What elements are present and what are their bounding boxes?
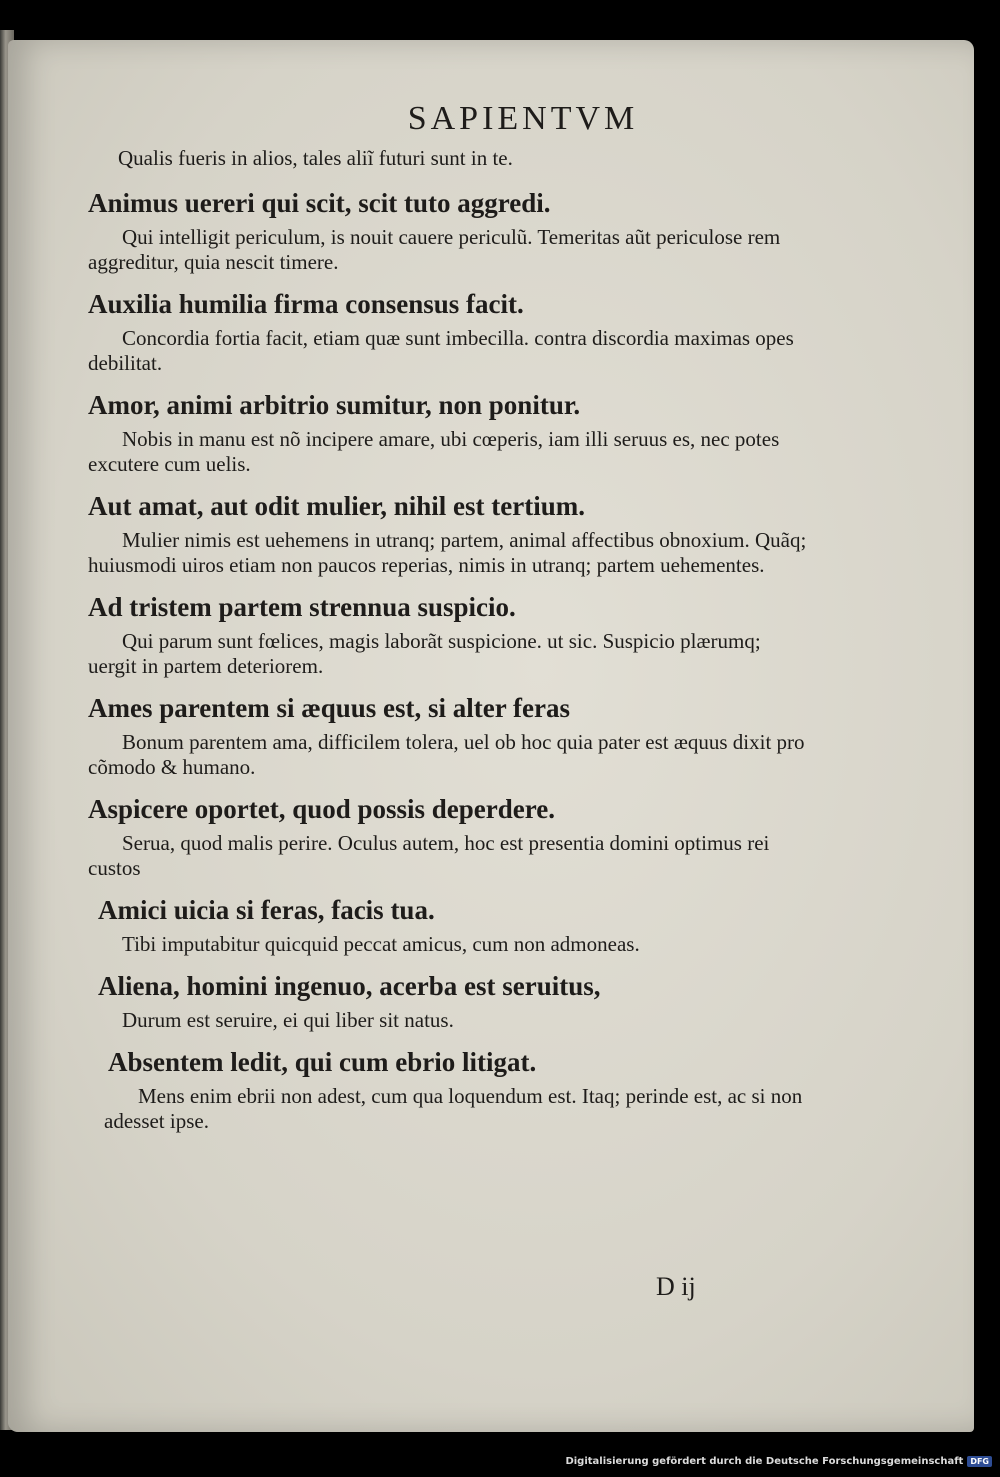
entry	[88, 890, 808, 957]
page-text-block	[88, 100, 808, 1143]
entry-gloss: Concordia fortia facit, etiam quæ sunt imbecilla. contra discordia maximas opes debilitat.	[88, 326, 794, 375]
book-page	[8, 40, 974, 1432]
entry-maxim: Animus uereri qui scit, scit tuto aggredi.	[88, 188, 551, 218]
intro-line: Qualis fueris in alios, tales aliĩ futuri sunt in te.	[118, 146, 513, 170]
entry-maxim: Amici uicia si feras, facis tua.	[98, 895, 435, 925]
entry-gloss: Mulier nimis est uehemens in utranq; partem, animal affectibus obnoxium. Quãq; huiusmodi uiros etiam non paucos reperias, nimis in utranq; partem uehementes.	[88, 528, 807, 577]
entry-gloss: Mens enim ebrii non adest, cum qua loquendum est. Itaq; perinde est, ac si non adesset ipse.	[104, 1084, 803, 1133]
entry-gloss: Nobis in manu est nõ incipere amare, ubi cœperis, iam illi seruus es, nec potes excutere cum uelis.	[88, 427, 780, 476]
entry-maxim: Aliena, homini ingenuo, acerba est seruitus,	[98, 971, 601, 1001]
entry-maxim: Absentem ledit, qui cum ebrio litigat.	[108, 1047, 537, 1077]
entry	[88, 1042, 808, 1134]
entry	[88, 966, 808, 1033]
entry-maxim: Amor, animi arbitrio sumitur, non ponitur.	[88, 390, 581, 420]
entry	[88, 183, 808, 275]
digitization-footer	[565, 1456, 992, 1467]
entry-maxim: Ad tristem partem strennua suspicio.	[88, 592, 516, 622]
entry-gloss: Bonum parentem ama, difficilem tolera, uel ob hoc quia pater est æquus dixit pro cõmodo & humano.	[88, 730, 805, 779]
entry	[88, 789, 808, 881]
entry-maxim: Aut amat, aut odit mulier, nihil est tertium.	[88, 491, 585, 521]
entry-gloss: Qui intelligit periculum, is nouit cauere periculũ. Temeritas aũt periculose rem aggreditur, quia nescit timere.	[88, 225, 781, 274]
running-head: SAPIENTVM	[407, 100, 639, 137]
entry	[88, 385, 808, 477]
entry-gloss: Durum est seruire, ei qui liber sit natus.	[122, 1008, 454, 1032]
entry	[88, 587, 808, 679]
entry	[88, 688, 808, 780]
entry	[88, 284, 808, 376]
entry-gloss: Serua, quod malis perire. Oculus autem, hoc est presentia domini optimus rei custos	[88, 831, 770, 880]
entry-gloss: Qui parum sunt fœlices, magis laborãt suspicione. ut sic. Suspicio plærumq; uergit in partem deteriorem.	[88, 629, 761, 678]
entry-gloss: Tibi imputabitur quicquid peccat amicus, cum non admoneas.	[122, 932, 640, 956]
dfg-logo-icon: DFG	[967, 1456, 992, 1467]
signature-mark: D ij	[656, 1272, 696, 1301]
entry	[88, 486, 808, 578]
entry-maxim: Auxilia humilia firma consensus facit.	[88, 289, 524, 319]
entry-maxim: Ames parentem si æquus est, si alter feras	[88, 693, 570, 723]
entry-maxim: Aspicere oportet, quod possis deperdere.	[88, 794, 555, 824]
funding-credit: Digitalisierung gefördert durch die Deutsche Forschungsgemeinschaft	[565, 1456, 964, 1467]
